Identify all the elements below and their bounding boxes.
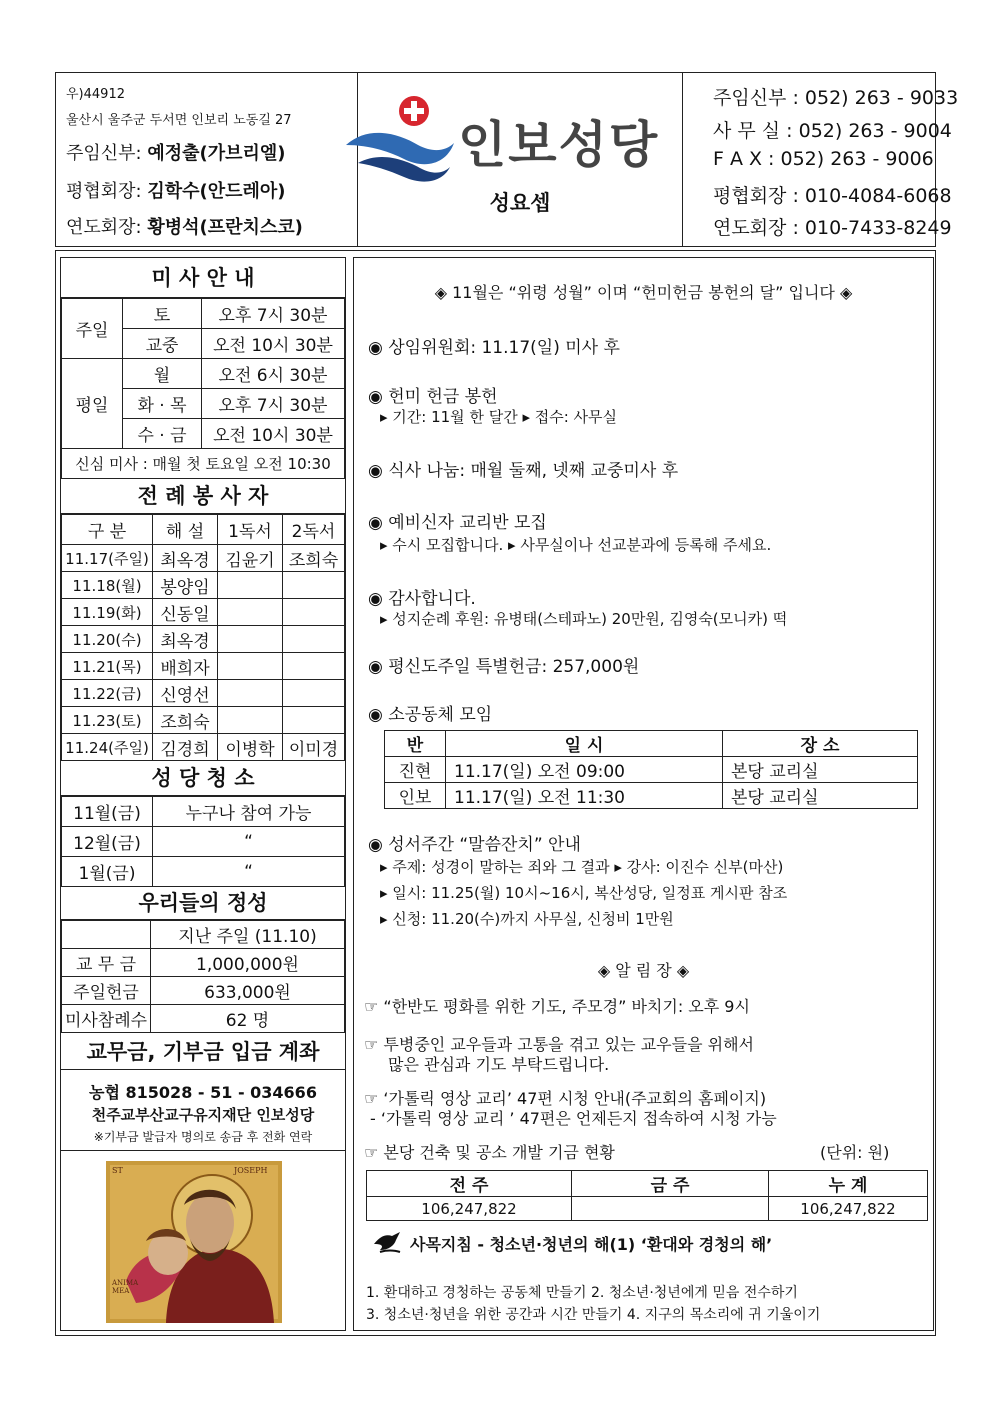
pastoral-line: 1. 환대하고 경청하는 공동체 만들기 2. 청소년·청년에게 믿음 전수하기 xyxy=(366,1285,798,1301)
dove-icon xyxy=(372,1230,402,1254)
left-column xyxy=(60,257,346,1331)
table-row: 11.19(화) 신동일 xyxy=(62,599,345,626)
account-note: ※기부금 발급자 명의로 송금 후 전화 연락 xyxy=(93,1130,313,1144)
servers-table: 구 분 해 설 1독서 2독서 11.17(주일) 최옥경 김윤기 조희숙 11.18(월) 봉양임 11.19(화) 신동일 11.20(수) 최옥경 11.21(목) 배희자 11.22(금) 신영선 11.23(토) 조희숙 11.24(주일) 김경희 이병학 이미경 xyxy=(61,514,345,761)
council-row: 평협회장: 김학수(안드레아) xyxy=(66,181,286,202)
table-row: 11.20(수) 최옥경 xyxy=(62,626,345,653)
account-title: 교무금, 기부금 입금 계좌 xyxy=(61,1034,345,1070)
offering-title: 우리들의 정성 xyxy=(61,886,345,920)
st-joseph-image-icon xyxy=(106,1161,282,1323)
table-row: 106,247,822 106,247,822 xyxy=(367,1197,928,1221)
table-row: 11월(금) 누구나 참여 가능 xyxy=(62,797,345,827)
postcode: 우)44912 xyxy=(66,87,125,102)
body-frame xyxy=(55,250,936,1336)
board-item: ☞ “한반도 평화를 위한 기도, 주모경” 바치기: 오후 9시 xyxy=(364,997,750,1016)
mass-sunday-label: 주일 xyxy=(62,299,123,359)
notice-item: ◉ 식사 나눔: 매월 둘째, 넷째 교중미사 후 xyxy=(368,461,679,481)
notice-item: ◉ 소공동체 모임 xyxy=(368,705,493,725)
notice-item: ◉ 예비신자 교리반 모집 xyxy=(368,513,547,533)
table-row: 미사참례수 62 명 xyxy=(62,1005,345,1033)
table-row: 인보 11.17(일) 오전 11:30 본당 교리실 xyxy=(385,783,918,809)
notice-item: ◉ 상임위원회: 11.17(일) 미사 후 xyxy=(368,338,620,358)
mass-table: 주일 토 오후 7시 30분 교중 오전 10시 30분 평일 월 오전 6시 30분 화 · 목 오후 7시 30분 수 · 금 오전 10시 30분 신심 미사 : 매월 첫 토요일 오전 10:30 xyxy=(61,298,345,479)
st-joseph-icon xyxy=(106,1161,282,1323)
header-contacts xyxy=(682,73,959,246)
table-row: 교 무 금 1,000,000원 xyxy=(62,949,345,977)
pastoral-line: 3. 청소년·청년을 위한 공간과 시간 만들기 4. 지구의 목소리에 귀 기울이기 xyxy=(366,1307,821,1323)
cleaning-title: 성 당 청 소 xyxy=(61,760,345,796)
icon-label-st: ST xyxy=(112,1166,123,1175)
fund-table: 전 주 금 주 누 계 106,247,822 106,247,822 xyxy=(366,1170,928,1221)
contact-office: 사 무 실 : 052) 263 - 9004 xyxy=(713,120,952,142)
account-holder: 천주교부산교구유지재단 인보성당 xyxy=(91,1106,315,1124)
board-item: ☞ 본당 건축 및 공소 개발 기금 현황 xyxy=(364,1143,615,1162)
table-row: 주일헌금 633,000원 xyxy=(62,977,345,1005)
table-row: 12월(금) “ xyxy=(62,827,345,857)
table-row: 진현 11.17(일) 오전 09:00 본당 교리실 xyxy=(385,757,918,783)
table-row: 1월(금) “ xyxy=(62,857,345,887)
table-row: 11.17(주일) 최옥경 김윤기 조희숙 xyxy=(62,545,345,572)
servers-title: 전 례 봉 사 자 xyxy=(61,478,345,514)
pastor-row: 주임신부: 예정출(가브리엘) xyxy=(66,143,286,164)
divider xyxy=(61,1150,345,1151)
memorial-row: 연도회장: 황병석(프란치스코) xyxy=(66,217,303,238)
board-item: ☞ ‘가톨릭 영상 교리’ 47편 시청 안내(주교회의 홈페이지) xyxy=(364,1089,767,1108)
table-row: 11.18(월) 봉양임 xyxy=(62,572,345,599)
address: 울산시 울주군 두서면 인보리 노동길 27 xyxy=(66,113,292,128)
notice-headline: ◈ 11월은 “위령 성월” 이며 “헌미헌금 봉헌의 달” 입니다 ◈ xyxy=(434,283,853,302)
board-item: - ‘가톨릭 영상 교리 ’ 47편은 언제든지 접속하여 시청 가능 xyxy=(370,1109,777,1128)
board-item: 많은 관심과 기도 부탁드립니다. xyxy=(388,1055,610,1074)
table-row: 11.22(금) 신영선 xyxy=(62,680,345,707)
pastoral-title: 사목지침 - 청소년·청년의 해(1) ‘환대와 경청의 해’ xyxy=(410,1235,773,1254)
first-saturday-mass: 신심 미사 : 매월 첫 토요일 오전 10:30 xyxy=(62,449,345,479)
contact-memorial: 연도회장 : 010-7433-8249 xyxy=(713,217,952,239)
right-column: ◈ 11월은 “위령 성월” 이며 “헌미헌금 봉헌의 달” 입니다 ◈ ◉ 상임위원회: 11.17(일) 미사 후 ◉ 헌미 헌금 봉헌 ▸ 기간: 11월 한 달간 ▸ 접수: 사무실 ◉ 식사 나눔: 매월 둘째, 넷째 교중미사 후 ◉ 예비신자 교리반 모집 ▸ 수시 모집합니다. ▸ 사무실이나 선교분과에 등록해 주세요. ◉ 감사합니다. ▸ 성지순례 후원: 유병태(스테파노) 20만원, 김영숙(모니카) 떡 ◉ 평신도주일 특별헌금: 257,000원 ◉ 소공동체 모임 반 일 시 장 소 진현 11.17(일) 오전 09:00 본당 교리실 인보 11.17(일) 오전 11:30 본당 교리실 ◉ 성서주간 “말씀잔치” 안내 ▸ 주제: 성경이 말하는 죄와 그 결과 ▸ 강사: 이진수 신부(마산) ▸ 일시: 11.25(월) 10시~16시, 복산성당, 일정표 게시판 참조 ▸ 신청: 11.20(수)까지 사무실, 신청비 1만원 ◈ 알 림 장 ◈ ☞ “한반도 평화를 위한 기도, 주모경” 바치기: 오후 9시 ☞ 투병중인 교우들과 고통을 겪고 있는 교우들을 위해서 많은 관심과 기도 부탁드립니다. ☞ ‘가톨릭 영상 교리’ 47편 시청 안내(주교회의 홈페이지) - ‘가톨릭 영상 교리 ’ 47편은 언제든지 접속하여 시청 가능 ☞ 본당 건축 및 공소 개발 기금 현황 (단위: 원) 전 주 금 주 누 계 106,247,822 106,247,822 사목지침 - 청소년·청년의 해(1) ‘환대와 경청의 해’ 1. 환대하고 경청하는 공동체 만들기 2. 청소년·청년에게 믿음 전수하기 3. 청소년·청년을 위한 공간과 시간 만들기 4. 지구의 목소리에 귀 기울이기 xyxy=(353,257,934,1331)
table-row: 11.23(토) 조희숙 xyxy=(62,707,345,734)
cleaning-table xyxy=(61,796,345,887)
table-row: 11.24(주일) 김경희 이병학 이미경 xyxy=(62,734,345,761)
contact-council: 평협회장 : 010-4084-6068 xyxy=(713,185,952,207)
notice-item: ◉ 헌미 헌금 봉헌 xyxy=(368,387,498,407)
icon-label-joseph: JOSEPH xyxy=(234,1166,268,1175)
account-number: 농협 815028 - 51 - 034666 xyxy=(89,1083,317,1102)
contact-pastor: 주임신부 : 052) 263 - 9033 xyxy=(713,87,959,109)
board-item: ☞ 투병중인 교우들과 고통을 겪고 있는 교우들을 위해서 xyxy=(364,1035,754,1054)
board-title: ◈ 알 림 장 ◈ xyxy=(597,961,690,980)
church-logo-icon xyxy=(338,93,458,183)
header-info xyxy=(56,73,358,246)
notice-item: ◉ 감사합니다. xyxy=(368,589,476,609)
notice-item: ◉ 평신도주일 특별헌금: 257,000원 xyxy=(368,657,640,677)
header xyxy=(55,72,959,247)
community-table: 반 일 시 장 소 진현 11.17(일) 오전 09:00 본당 교리실 인보 11.17(일) 오전 11:30 본당 교리실 xyxy=(384,730,918,809)
subtitle: 성요셉 xyxy=(489,191,551,215)
icon-label-anima: ANIMA MEA xyxy=(112,1279,139,1295)
mass-title: 미 사 안 내 xyxy=(61,258,345,298)
contact-fax: F A X : 052) 263 - 9006 xyxy=(713,148,934,170)
offering-period: 지난 주일 (11.10) xyxy=(151,921,345,949)
fund-unit: (단위: 원) xyxy=(820,1143,890,1162)
offering-table xyxy=(61,920,345,1033)
church-name: 인보성당 xyxy=(458,116,660,174)
bible-week-title: ◉ 성서주간 “말씀잔치” 안내 xyxy=(368,835,581,855)
mass-weekday-label: 평일 xyxy=(62,359,123,449)
table-row: 11.21(목) 배희자 xyxy=(62,653,345,680)
